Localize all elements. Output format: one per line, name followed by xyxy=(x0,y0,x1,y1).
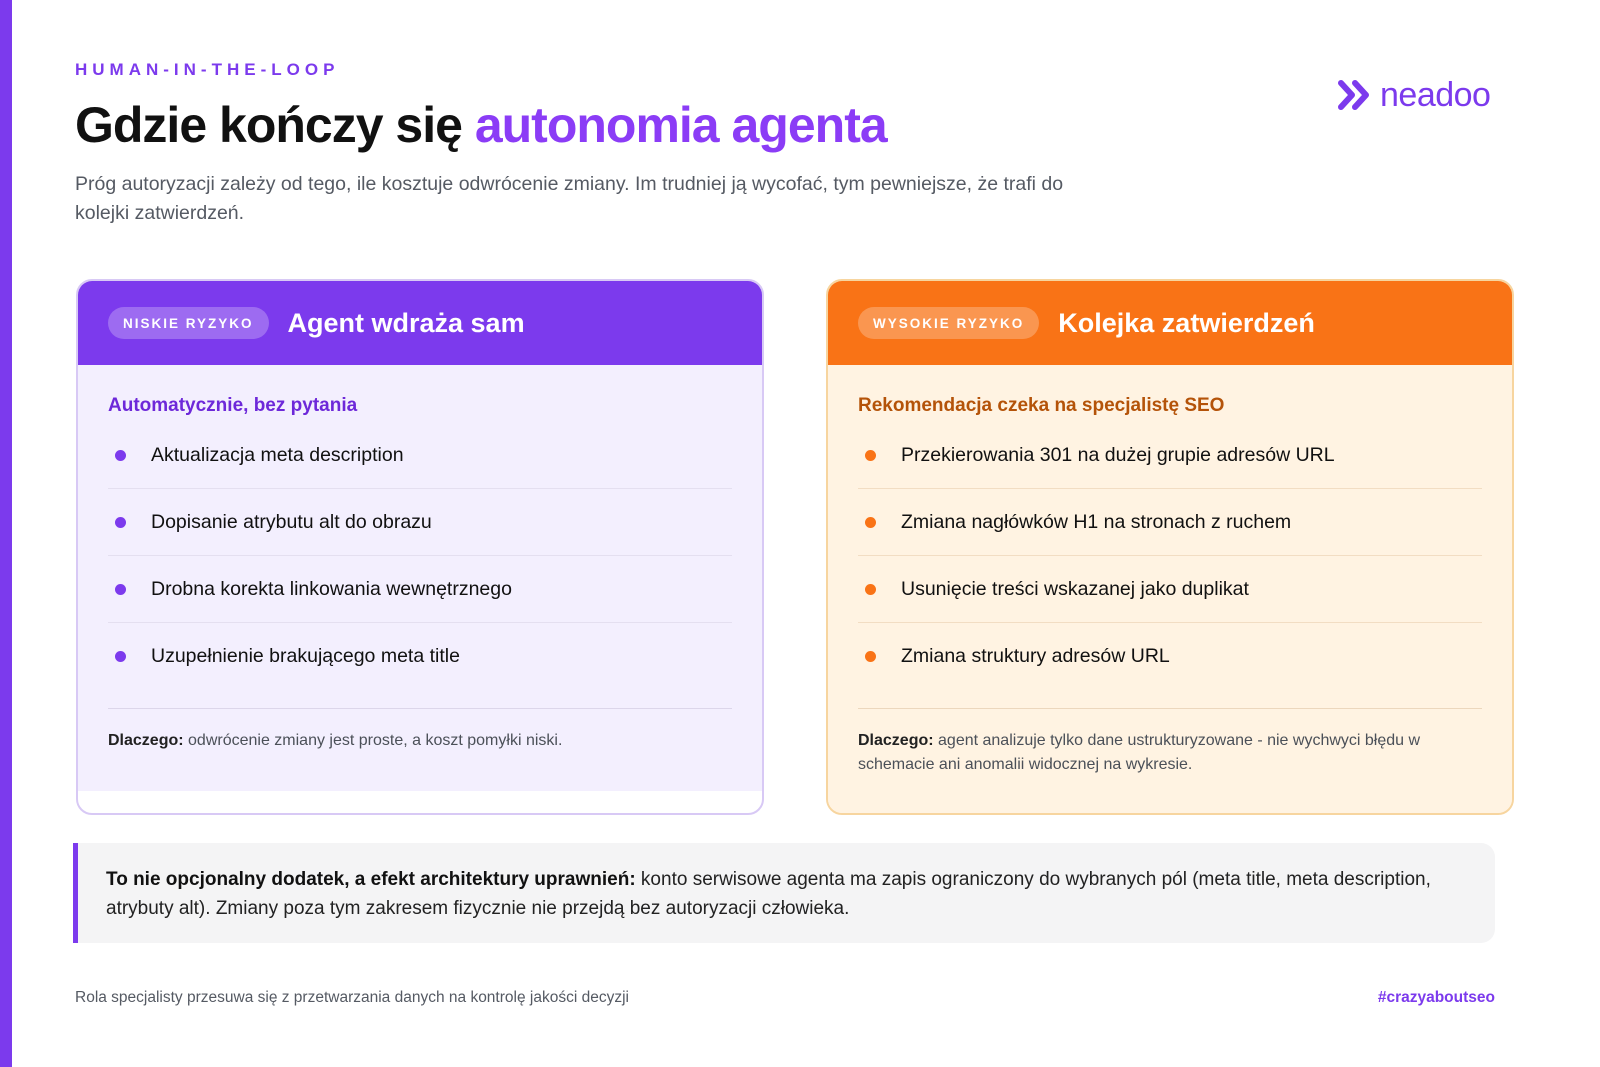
bullet-dot-icon xyxy=(865,450,876,461)
note-text: konto serwisowe agenta ma zapis ograniczony do wybranych pól (meta title, meta description, atrybuty alt). Zmiany poza tym zakresem fizycznie nie przejdą bez autoryzacji człowieka. xyxy=(106,869,1431,919)
bullet-dot-icon xyxy=(115,517,126,528)
logo-text: neadoo xyxy=(1380,76,1491,114)
list-item xyxy=(858,422,1482,489)
title-main: Gdzie kończy się xyxy=(75,97,475,153)
high-risk-card-title: Kolejka zatwierdzeń xyxy=(1058,307,1315,338)
list-item xyxy=(858,556,1482,623)
low-risk-list xyxy=(108,422,732,690)
reason-label: Dlaczego: xyxy=(858,732,934,749)
page-title xyxy=(75,96,887,154)
list-item-label: Uzupełnienie brakującego meta title xyxy=(151,645,460,667)
low-risk-card-header xyxy=(78,281,762,365)
list-item xyxy=(858,489,1482,556)
low-risk-reason xyxy=(108,708,732,753)
list-item xyxy=(108,623,732,690)
high-risk-card-body xyxy=(828,365,1512,815)
reason-text: odwrócenie zmiany jest proste, a koszt pomyłki niski. xyxy=(183,732,563,749)
list-item xyxy=(858,623,1482,690)
bullet-dot-icon xyxy=(115,651,126,662)
low-risk-card xyxy=(76,279,764,815)
footer-hashtag: #crazyaboutseo xyxy=(1377,989,1495,1006)
architecture-note xyxy=(73,843,1495,943)
list-item-label: Dopisanie atrybutu alt do obrazu xyxy=(151,510,432,533)
footer-caption: Rola specjalisty przesuwa się z przetwarzania danych na kontrolę jakości decyzji xyxy=(75,989,629,1006)
list-item xyxy=(108,422,732,489)
bullet-dot-icon xyxy=(115,450,126,461)
high-risk-list xyxy=(858,422,1482,690)
high-risk-section-title: Rekomendacja czeka na specjalistę SEO xyxy=(858,395,1225,416)
low-risk-card-body xyxy=(78,365,762,791)
reason-label: Dlaczego: xyxy=(108,732,184,749)
reason-text: agent analizuje tylko dane ustrukturyzowane - nie wychwyci błędu w schemacie ani anomalii widocznej na wykresie. xyxy=(858,732,1421,773)
high-risk-reason xyxy=(858,708,1482,777)
double-chevron-right-icon xyxy=(1338,80,1376,110)
high-risk-card-header xyxy=(828,281,1512,365)
bullet-dot-icon xyxy=(865,517,876,528)
title-highlight: autonomia agenta xyxy=(474,97,887,153)
low-risk-section-title: Automatycznie, bez pytania xyxy=(108,395,358,416)
list-item-label: Usunięcie treści wskazanej jako duplikat xyxy=(901,577,1249,600)
low-risk-badge: NISKIE RYZYKO xyxy=(108,307,269,339)
bullet-dot-icon xyxy=(865,584,876,595)
eyebrow-label: HUMAN-IN-THE-LOOP xyxy=(75,60,340,79)
low-risk-card-title: Agent wdraża sam xyxy=(287,307,525,338)
list-item-label: Drobna korekta linkowania wewnętrznego xyxy=(151,577,512,600)
high-risk-badge: WYSOKIE RYZYKO xyxy=(858,307,1039,339)
left-accent-bar xyxy=(0,0,12,1067)
list-item-label: Przekierowania 301 na dużej grupie adresów URL xyxy=(901,443,1335,466)
neadoo-logo xyxy=(1338,78,1490,112)
bullet-dot-icon xyxy=(865,651,876,662)
page-subtitle: Próg autoryzacji zależy od tego, ile kosztuje odwrócenie zmiany. Im trudniej ją wycofać, tym pewniejsze, że trafi do kolejki zatwierdzeń. xyxy=(75,173,1064,224)
list-item xyxy=(108,489,732,556)
note-bold: To nie opcjonalny dodatek, a efekt architektury uprawnień: xyxy=(106,869,636,890)
list-item-label: Zmiana struktury adresów URL xyxy=(901,645,1170,667)
bullet-dot-icon xyxy=(115,584,126,595)
list-item-label: Aktualizacja meta description xyxy=(151,443,404,466)
list-item xyxy=(108,556,732,623)
list-item-label: Zmiana nagłówków H1 na stronach z ruchem xyxy=(901,510,1292,533)
high-risk-card xyxy=(826,279,1514,815)
